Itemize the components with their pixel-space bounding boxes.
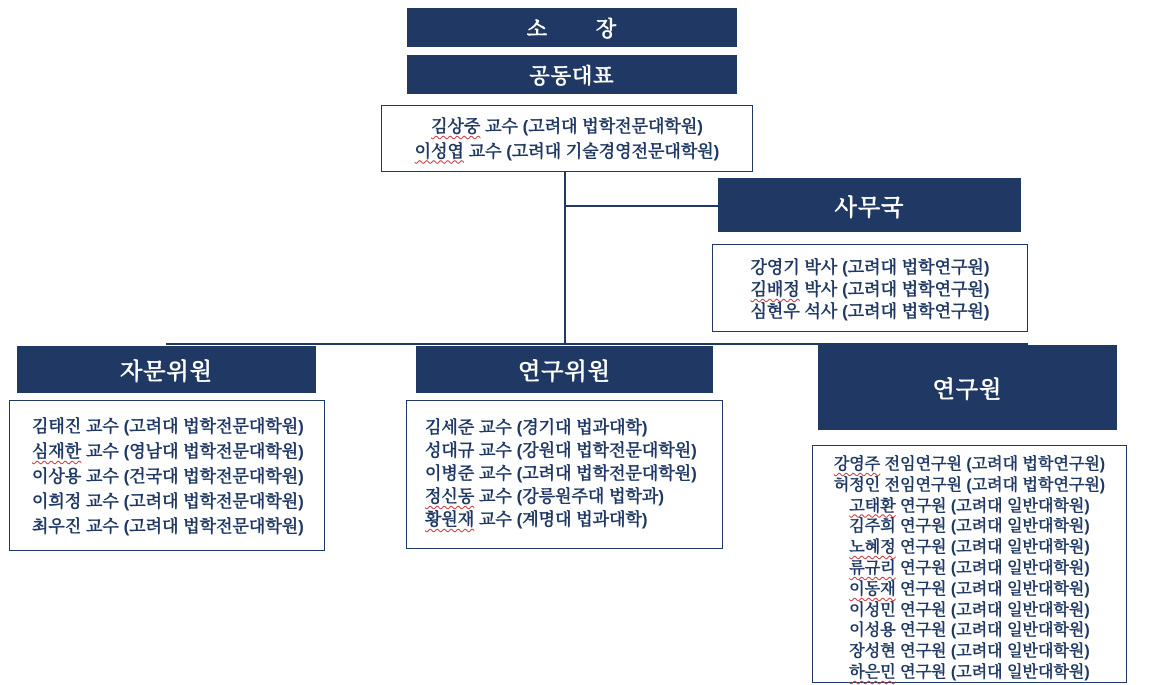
member-line	[425, 462, 722, 485]
advisory-committee-members-box	[9, 400, 325, 551]
member-line	[382, 140, 752, 165]
member-name: 이성민	[849, 601, 896, 619]
member-line	[382, 115, 752, 140]
member-name: 김배정	[750, 280, 800, 299]
member-name: 성대규	[425, 441, 475, 460]
member-name: 허정인	[833, 476, 881, 494]
member-name: 노혜정	[849, 539, 896, 557]
member-affiliation: 박사 (고려대 법학연구원)	[799, 258, 990, 277]
member-name: 황원재	[425, 510, 475, 529]
member-name: 이상용	[32, 467, 82, 486]
member-affiliation: 교수 (계명대 법과대학)	[474, 510, 648, 529]
researchers-label: 연구원	[932, 376, 1003, 402]
member-line	[813, 663, 1126, 684]
research-committee-members-box	[406, 400, 723, 549]
member-line	[713, 257, 1027, 279]
member-line	[813, 476, 1126, 497]
member-affiliation: 교수 (강원대 법학전문대학원)	[474, 441, 697, 460]
member-affiliation: 석사 (고려대 법학연구원)	[799, 302, 990, 321]
member-name: 이동재	[849, 580, 896, 598]
connector-vertical-line	[564, 172, 566, 344]
co-representative-label: 공동대표	[529, 64, 615, 88]
member-line	[425, 439, 722, 462]
member-name: 정신동	[425, 487, 475, 506]
member-line	[32, 489, 324, 514]
member-line	[32, 464, 324, 489]
member-line	[713, 301, 1027, 323]
member-affiliation: 연구원 (고려대 일반대학원)	[895, 539, 1090, 557]
member-affiliation: 교수 (건국대 법학전문대학원)	[81, 467, 304, 486]
advisory-committee-header-box	[17, 346, 316, 393]
member-line	[425, 416, 722, 439]
member-affiliation: 연구원 (고려대 일반대학원)	[895, 518, 1090, 536]
member-line	[813, 621, 1126, 642]
member-affiliation: 연구원 (고려대 일반대학원)	[895, 663, 1090, 681]
member-affiliation: 전임연구원 (고려대 법학연구원)	[880, 456, 1106, 473]
member-line	[32, 514, 324, 539]
member-affiliation: 교수 (강릉원주대 법학과)	[474, 487, 664, 506]
member-name: 심재한	[32, 442, 82, 461]
member-name: 이성용	[849, 622, 896, 640]
member-line	[32, 414, 324, 439]
member-name: 강영기	[750, 258, 800, 277]
member-line	[813, 517, 1126, 538]
researchers-members-box	[812, 445, 1127, 683]
member-affiliation: 교수 (고려대 법학전문대학원)	[81, 517, 304, 536]
member-line	[713, 279, 1027, 301]
member-affiliation: 연구원 (고려대 일반대학원)	[895, 643, 1090, 661]
member-affiliation: 교수 (고려대 기술경영전문대학원)	[463, 141, 720, 161]
member-name: 김상중	[431, 117, 481, 136]
member-name: 최우진	[32, 517, 82, 536]
member-name: 장성현	[849, 643, 896, 661]
member-affiliation: 연구원 (고려대 일반대학원)	[895, 580, 1090, 598]
connector-secretariat-branch	[564, 205, 720, 207]
director-header-box	[407, 8, 737, 47]
advisory-committee-label: 자문위원	[120, 358, 213, 384]
member-affiliation: 연구원 (고려대 일반대학원)	[895, 559, 1090, 577]
member-line	[813, 580, 1126, 601]
member-name: 이병준	[425, 464, 475, 483]
member-affiliation: 교수 (고려대 법학전문대학원)	[474, 464, 697, 483]
member-name: 김주희	[849, 518, 896, 536]
member-line	[813, 642, 1126, 663]
researchers-header-box	[818, 345, 1117, 430]
member-line	[425, 485, 722, 508]
member-name: 이희정	[32, 492, 82, 511]
secretariat-members-box	[712, 244, 1028, 332]
director-label: 소 장	[526, 17, 618, 41]
member-name: 이성엽	[414, 141, 464, 161]
member-affiliation: 전임연구원 (고려대 법학연구원)	[880, 476, 1106, 494]
member-affiliation: 박사 (고려대 법학연구원)	[799, 280, 990, 299]
member-name: 하은민	[849, 663, 896, 681]
member-affiliation: 교수 (경기대 법과대학)	[474, 418, 648, 437]
member-name: 류규리	[849, 559, 896, 577]
member-affiliation: 연구원 (고려대 일반대학원)	[895, 601, 1090, 619]
member-name: 심현우	[750, 302, 800, 321]
member-affiliation: 교수 (고려대 법학전문대학원)	[480, 117, 703, 136]
member-line	[813, 497, 1126, 518]
research-committee-label: 연구위원	[518, 358, 611, 384]
member-line	[425, 508, 722, 531]
member-name: 강영주	[833, 456, 881, 473]
member-name: 김세준	[425, 418, 475, 437]
member-line	[813, 538, 1126, 559]
member-affiliation: 연구원 (고려대 일반대학원)	[895, 622, 1090, 640]
member-affiliation: 교수 (고려대 법학전문대학원)	[81, 417, 304, 436]
member-line	[813, 601, 1126, 622]
member-name: 김태진	[32, 417, 82, 436]
member-affiliation: 교수 (영남대 법학전문대학원)	[81, 442, 304, 461]
member-line	[813, 559, 1126, 580]
member-line	[32, 439, 324, 464]
secretariat-header-box	[718, 178, 1021, 232]
member-affiliation: 교수 (고려대 법학전문대학원)	[81, 492, 304, 511]
member-line	[813, 455, 1126, 476]
co-representative-header-box	[407, 55, 737, 94]
member-name: 고태환	[849, 497, 896, 515]
secretariat-label: 사무국	[834, 193, 905, 220]
member-affiliation: 연구원 (고려대 일반대학원)	[895, 497, 1090, 515]
research-committee-header-box	[416, 346, 713, 393]
co-representative-members-box	[381, 105, 753, 172]
